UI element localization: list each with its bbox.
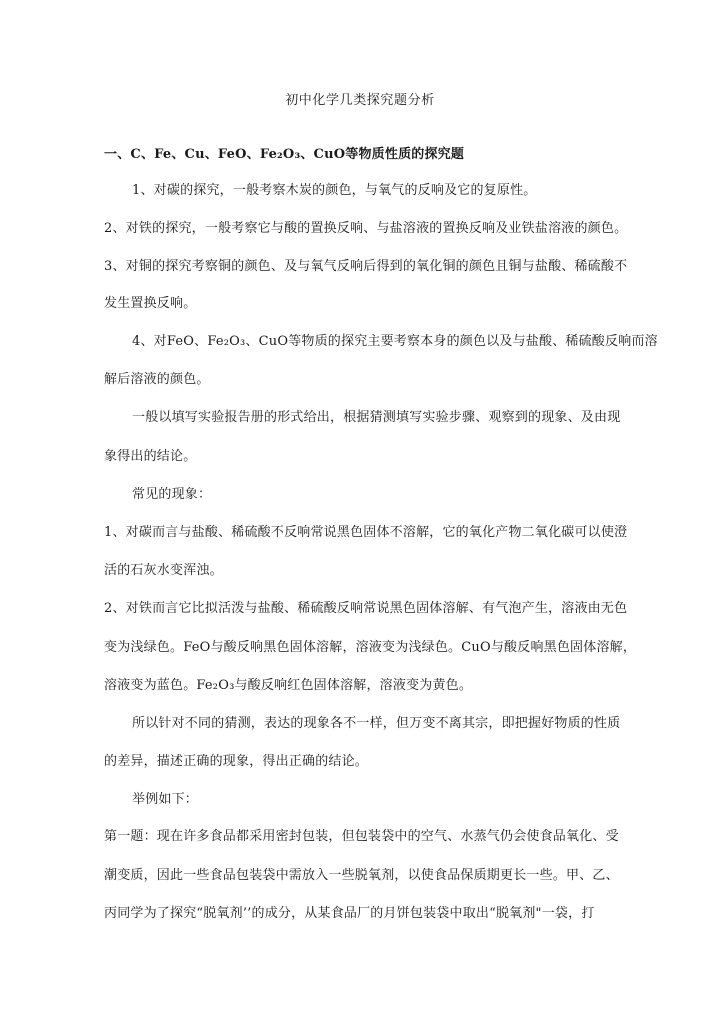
paragraph-line: 潮变质，因此一些食品包装袋中需放入一些脱氧剂，以使食品保质期更长一些。甲、乙、	[104, 868, 619, 883]
paragraph-line: 溶液变为蓝色。Fe₂O₃与酸反响红色固体溶解，溶液变为黄色。	[104, 678, 473, 693]
paragraph-line: 变为浅绿色。FeO与酸反响黑色固体溶解，溶液变为浅绿色。CuO与酸反响黑色固体溶解，	[104, 640, 637, 655]
section-heading: 一、C、Fe、Cu、FeO、Fe₂O₃、CuO等物质性质的探究题	[104, 147, 465, 162]
paragraph-line: 2、对铁而言它比拟活泼与盐酸、稀硫酸反响常说黑色固体溶解、有气泡产生，溶液由无色	[104, 601, 628, 616]
paragraph-line: 解后溶液的颜色。	[104, 372, 210, 387]
paragraph-line: 1、对碳而言与盐酸、稀硫酸不反响常说黑色固体不溶解，它的氧化产物二氧化碳可以使澄	[104, 525, 628, 540]
paragraph-line: 一般以填写实验报告册的形式给出，根据猜测填写实验步骤、观察到的现象、及由现	[132, 410, 621, 425]
paragraph-line: 象得出的结论。	[104, 449, 197, 464]
paragraph-line: 举例如下：	[132, 792, 199, 807]
paragraph-line: 2、对铁的探究，一般考察它与酸的置换反响、与盐溶液的置换反响及业铁盐溶液的颜色。	[104, 221, 628, 236]
paragraph-line: 活的石灰水变浑浊。	[104, 563, 223, 578]
paragraph-line: 所以针对不同的猜测，表达的现象各不一样，但万变不离其宗，即把握好物质的性质	[132, 716, 621, 731]
paragraph-line: 的差异，描述正确的现象，得出正确的结论。	[104, 754, 369, 769]
paragraph-line: 3、对铜的探究考察铜的颜色、及与氧气反响后得到的氧化铜的颜色且铜与盐酸、稀硫酸不	[104, 259, 628, 274]
page-title: 初中化学几类探究题分析	[285, 93, 435, 108]
paragraph-line: 1、对碳的探究，一般考察木炭的颜色，与氧气的反响及它的复原性。	[132, 183, 537, 198]
paragraph-line: 常见的现象：	[132, 487, 212, 502]
paragraph-line: 丙同学为了探究“脱氧剂’’的成分，从某食品厂的月饼包装袋中取出“脱氧剂"一袋，打	[104, 906, 595, 921]
paragraph-line: 4、对FeO、Fe₂O₃、CuO等物质的探究主要考察本身的颜色以及与盐酸、稀硫酸反响而溶	[132, 334, 658, 349]
paragraph-line: 第一题：现在许多食品都采用密封包装，但包装袋中的空气、水蒸气仍会使食品氧化、受	[104, 829, 619, 844]
paragraph-line: 发生置换反响。	[104, 296, 197, 311]
